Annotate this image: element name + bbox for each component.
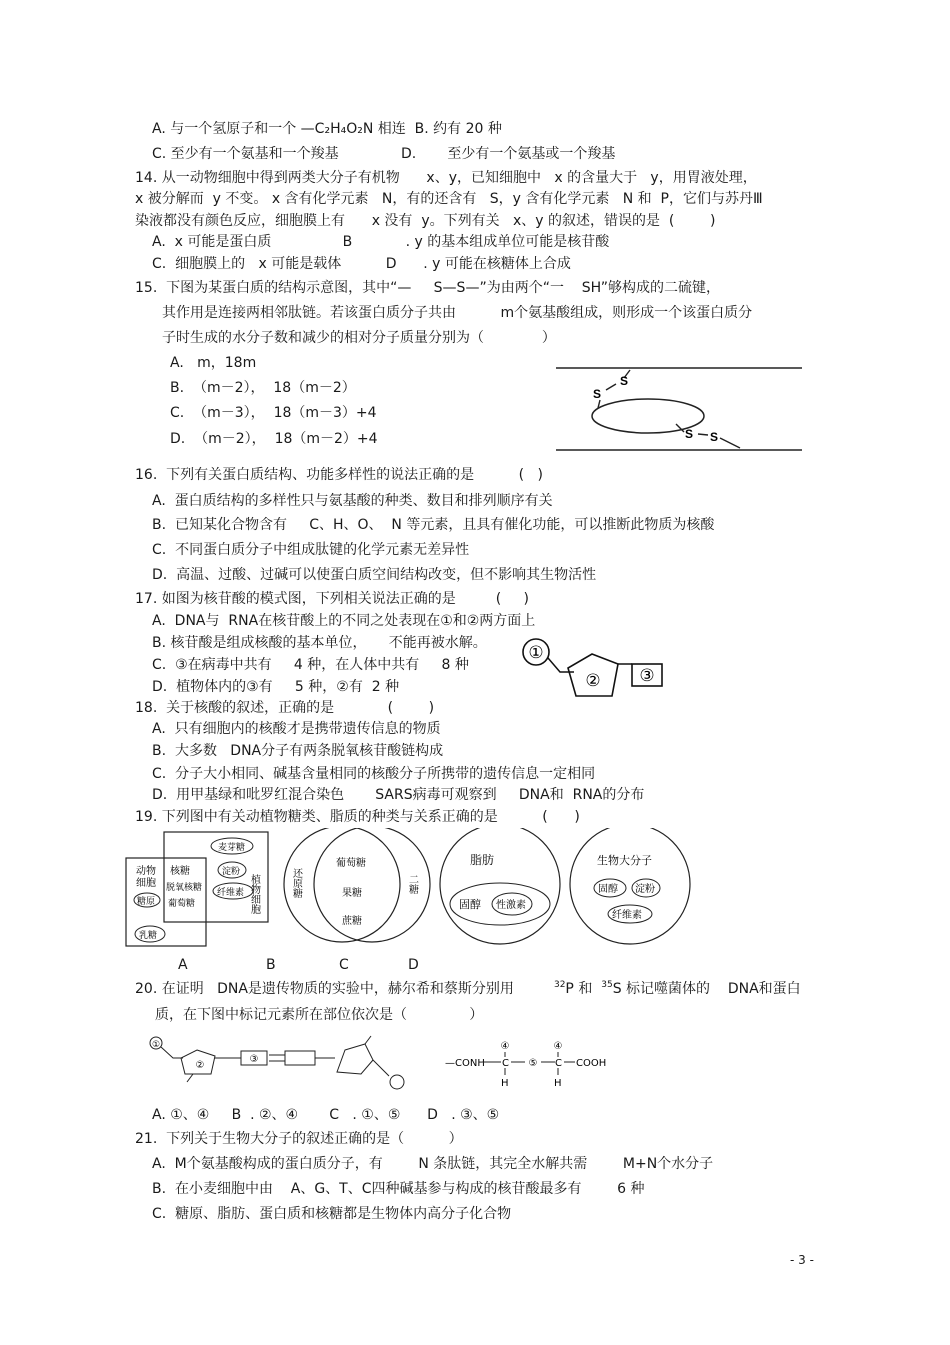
sterol-label-c: 固醇 <box>459 898 481 911</box>
plant-cell-label: 植物细胞 <box>248 874 260 914</box>
question-19: 19. 下列图中有关动植物糖类、脂质的种类与关系正确的是 ( ) <box>135 809 580 825</box>
nucleotide-part-2: ② <box>585 671 601 691</box>
cellulose-label-d: 纤维素 <box>612 910 642 921</box>
option-18c: C. 分子大小相同、碱基含量相同的核酸分子所携带的遗传信息一定相同 <box>152 766 596 782</box>
question-15-line2: 其作用是连接两相邻肽链。若该蛋白质分子共由 m个氨基酸组成，则形成一个该蛋白质分 <box>162 305 753 321</box>
option-d-diagram <box>570 828 690 944</box>
option-14c-d: C. 细胞膜上的 x 可能是载体 D . y 可能在核糖体上合成 <box>152 256 571 272</box>
option-16d: D. 高温、过酸、过碱可以使蛋白质空间结构改变，但不影响其生物活性 <box>152 567 597 583</box>
nucleotide-figure <box>520 634 695 706</box>
option-14a-b: A. x 可能是蛋白质 B . y 的基本组成单位可能是核苷酸 <box>152 234 610 250</box>
question-20-text-b: P 和 <box>565 981 593 997</box>
isotope-35: 35 <box>601 980 613 990</box>
sulfur-label-1: S <box>620 374 629 388</box>
option-15d: D. （m－2）， 18（m－2）+4 <box>170 431 378 447</box>
option-15c: C. （m－3）， 18（m－3）+4 <box>170 405 377 421</box>
option-17d: D. 植物体内的③有 5 种，②有 2 种 <box>152 679 400 695</box>
option-17c: C. ③在病毒中共有 4 种，在人体中共有 8 种 <box>152 657 469 673</box>
dna-part-2: ② <box>195 1060 205 1071</box>
nucleotide-part-3: ③ <box>639 666 655 686</box>
sulfur-label-3: S <box>685 427 694 441</box>
option-21b: B. 在小麦细胞中由 A、G、T、C四种碱基参与构成的核苷酸最多有 6 种 <box>152 1181 645 1197</box>
option-16a: A. 蛋白质结构的多样性只与氨基酸的种类、数目和排列顺序有关 <box>152 493 553 509</box>
question-20-line2: 质，在下图中标记元素所在部位依次是（ ） <box>155 1007 484 1023</box>
sucrose-label: 蔗糖 <box>342 916 362 927</box>
sulfur-label-4: S <box>710 430 719 444</box>
question-14-line2: x 被分解而 y 不变。 x 含有化学元素 N，有的还含有 S，y 含有化学元素 N 和 P，它们与苏丹Ⅲ <box>135 191 763 207</box>
lactose-label: 乳糖 <box>139 931 158 941</box>
fig19-label-d: D <box>408 957 419 973</box>
r-group-label-2: ④ <box>553 1041 563 1052</box>
question-20-text-a: 20. 在证明 DNA是遗传物质的实验中，赫尔希和蔡斯分别用 <box>135 981 514 997</box>
question-20-text-c: S 标记噬菌体的 DNA和蛋白 <box>612 981 801 997</box>
option-c-diagram <box>440 828 560 944</box>
sex-hormone-label: 性激素 <box>496 900 526 911</box>
nucleotide-part-1: ① <box>528 643 544 663</box>
option-15b: B. （m－2）， 18（m－2） <box>170 380 356 396</box>
glucose-label-a: 葡萄糖 <box>168 899 196 909</box>
sulfur-label-2: S <box>593 387 602 401</box>
starch-label-a: 淀粉 <box>222 867 241 877</box>
fructose-label: 果糖 <box>342 888 362 899</box>
isotope-32: 32 <box>553 980 566 990</box>
option-17a: A. DNA与 RNA在核苷酸上的不同之处表现在①和②两方面上 <box>152 613 536 629</box>
option-15a: A. m，18m <box>170 355 257 371</box>
question-14: 14. 从一动物细胞中得到两类大分子有机物 x、y，已知细胞中 x 的含量大于 y，用胃液处理， <box>135 170 757 186</box>
glycogen-label: 糖原 <box>137 897 156 907</box>
fat-label: 脂肪 <box>470 853 495 867</box>
cooh-label: COOH <box>576 1058 607 1069</box>
page-number: - 3 - <box>790 1253 814 1267</box>
biomacromolecule-label: 生物大分子 <box>597 854 652 867</box>
options-20: A. ①、④ B . ②、④ C . ①、⑤ D . ③、⑤ <box>152 1107 500 1123</box>
carbon-label-2: C <box>555 1058 562 1069</box>
option-18d: D. 用甲基绿和吡罗红混合染色 SARS病毒可观察到 DNA和 RNA的分布 <box>152 787 645 803</box>
hydrogen-label-1: H <box>501 1078 509 1089</box>
hydrogen-label-2: H <box>554 1078 562 1089</box>
option-21a: A. M个氨基酸构成的蛋白质分子，有 N 条肽链，其完全水解共需 M+N个水分子 <box>152 1156 714 1172</box>
option-21c: C. 糖原、脂肪、蛋白质和核糖都是生物体内高分子化合物 <box>152 1206 512 1222</box>
option-16b: B. 已知某化合物含有 C、H、O、 N 等元素，且具有催化功能，可以推断此物质为核酸 <box>152 517 715 533</box>
option-b-diagram <box>284 828 430 942</box>
conh-label: —CONH <box>445 1058 485 1069</box>
dna-part-1: ① <box>151 1040 161 1050</box>
r-group-label-1: ④ <box>500 1041 510 1052</box>
disaccharide-label: 二糖 <box>406 874 418 894</box>
starch-label-d: 淀粉 <box>635 884 655 895</box>
carbon-label-1: C <box>502 1058 509 1069</box>
question-21: 21. 下列关于生物大分子的叙述正确的是（ ） <box>135 1131 463 1147</box>
dna-and-amino-acid-figure <box>145 1032 615 1102</box>
reducing-sugar-label: 还原糖 <box>290 868 302 898</box>
cell-label: 细胞 <box>136 878 156 889</box>
cellulose-label-a: 纤维素 <box>217 888 245 898</box>
option-18b: B. 大多数 DNA分子有两条脱氧核苷酸链构成 <box>152 743 444 759</box>
question-15-line3: 子时生成的水分子数和减少的相对分子质量分别为（ ） <box>162 330 556 346</box>
maltose-label: 麦芽糖 <box>218 843 246 853</box>
option-16c: C. 不同蛋白质分子中组成肽键的化学元素无差异性 <box>152 542 470 558</box>
question-14-line3: 染液都没有颜色反应，细胞膜上有 x 没有 y。下列有关 x、y 的叙述，错误的是 ( ) <box>135 213 716 229</box>
question-15: 15. 下图为某蛋白质的结构示意图，其中“— S—S—”为由两个“一 SH”够构成的二硫键， <box>135 280 720 296</box>
link-label-5: ⑤ <box>528 1058 538 1069</box>
option-13a-b: A. 与一个氢原子和一个 —C₂H₄O₂N 相连 B. 约有 20 种 <box>152 121 502 137</box>
question-18: 18. 关于核酸的叙述，正确的是 ( ) <box>135 700 435 716</box>
question-20 <box>135 980 801 998</box>
deoxyribose-label: 脱氧核糖 <box>166 883 203 893</box>
fig19-label-a: A <box>178 957 188 973</box>
sterol-label-d: 固醇 <box>598 884 618 895</box>
sugar-lipid-relation-figure <box>120 828 710 948</box>
glucose-label-b: 葡萄糖 <box>336 858 366 869</box>
option-17b: B. 核苷酸是组成核酸的基本单位， 不能再被水解。 <box>152 635 487 651</box>
option-13c-d: C. 至少有一个氨基和一个羧基 D. 至少有一个氨基或一个羧基 <box>152 146 616 162</box>
protein-disulfide-figure <box>548 362 810 456</box>
fig19-label-c: C <box>339 957 349 973</box>
question-16: 16. 下列有关蛋白质结构、功能多样性的说法正确的是 ( ) <box>135 467 543 483</box>
option-a-diagram <box>126 832 268 946</box>
animal-label: 动物 <box>136 866 156 877</box>
question-17: 17. 如图为核苷酸的模式图，下列相关说法正确的是 ( ) <box>135 591 529 607</box>
ribose-label: 核糖 <box>170 866 190 877</box>
fig19-label-b: B <box>266 957 276 973</box>
option-18a: A. 只有细胞内的核酸才是携带遗传信息的物质 <box>152 721 441 737</box>
dna-part-3: ③ <box>249 1054 259 1065</box>
